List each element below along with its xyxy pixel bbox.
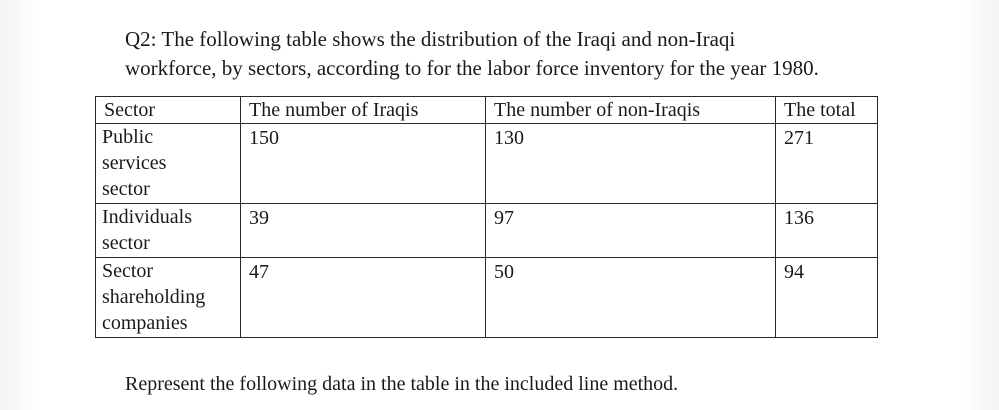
iraqis-cell: 47: [241, 258, 486, 338]
sector-line: Public: [102, 126, 154, 148]
header-sector: Sector: [96, 97, 241, 124]
sector-line: shareholding: [102, 286, 206, 308]
non-iraqis-cell: 97: [486, 204, 776, 258]
sector-line: Sector: [102, 260, 154, 282]
question-line-1: Q2: The following table shows the distribution of the Iraqi and non-Iraqi: [125, 27, 736, 51]
workforce-table: [95, 96, 878, 338]
total-cell: 271: [776, 124, 878, 204]
sector-cell: [96, 124, 241, 204]
question-text: [125, 25, 885, 83]
sector-cell: [96, 258, 241, 338]
sector-line: sector: [102, 178, 150, 200]
instruction-text: Represent the following data in the table in the included line method.: [125, 373, 679, 395]
header-total: The total: [776, 97, 878, 124]
question-line-2: workforce, by sectors, according to for the labor force inventory for the year 1980.: [125, 56, 819, 80]
iraqis-cell: 150: [241, 124, 486, 204]
total-cell: 136: [776, 204, 878, 258]
table-row: [96, 204, 878, 258]
table-header-row: [96, 97, 878, 124]
header-non-iraqis: The number of non-Iraqis: [486, 97, 776, 124]
header-iraqis: The number of Iraqis: [241, 97, 486, 124]
total-cell: 94: [776, 258, 878, 338]
sector-line: services: [102, 152, 167, 174]
sector-line: Individuals: [102, 206, 192, 228]
non-iraqis-cell: 50: [486, 258, 776, 338]
sector-line: sector: [102, 232, 150, 254]
table-row: [96, 124, 878, 204]
table-row: [96, 258, 878, 338]
iraqis-cell: 39: [241, 204, 486, 258]
sector-line: companies: [102, 312, 188, 334]
sector-cell: [96, 204, 241, 258]
non-iraqis-cell: 130: [486, 124, 776, 204]
